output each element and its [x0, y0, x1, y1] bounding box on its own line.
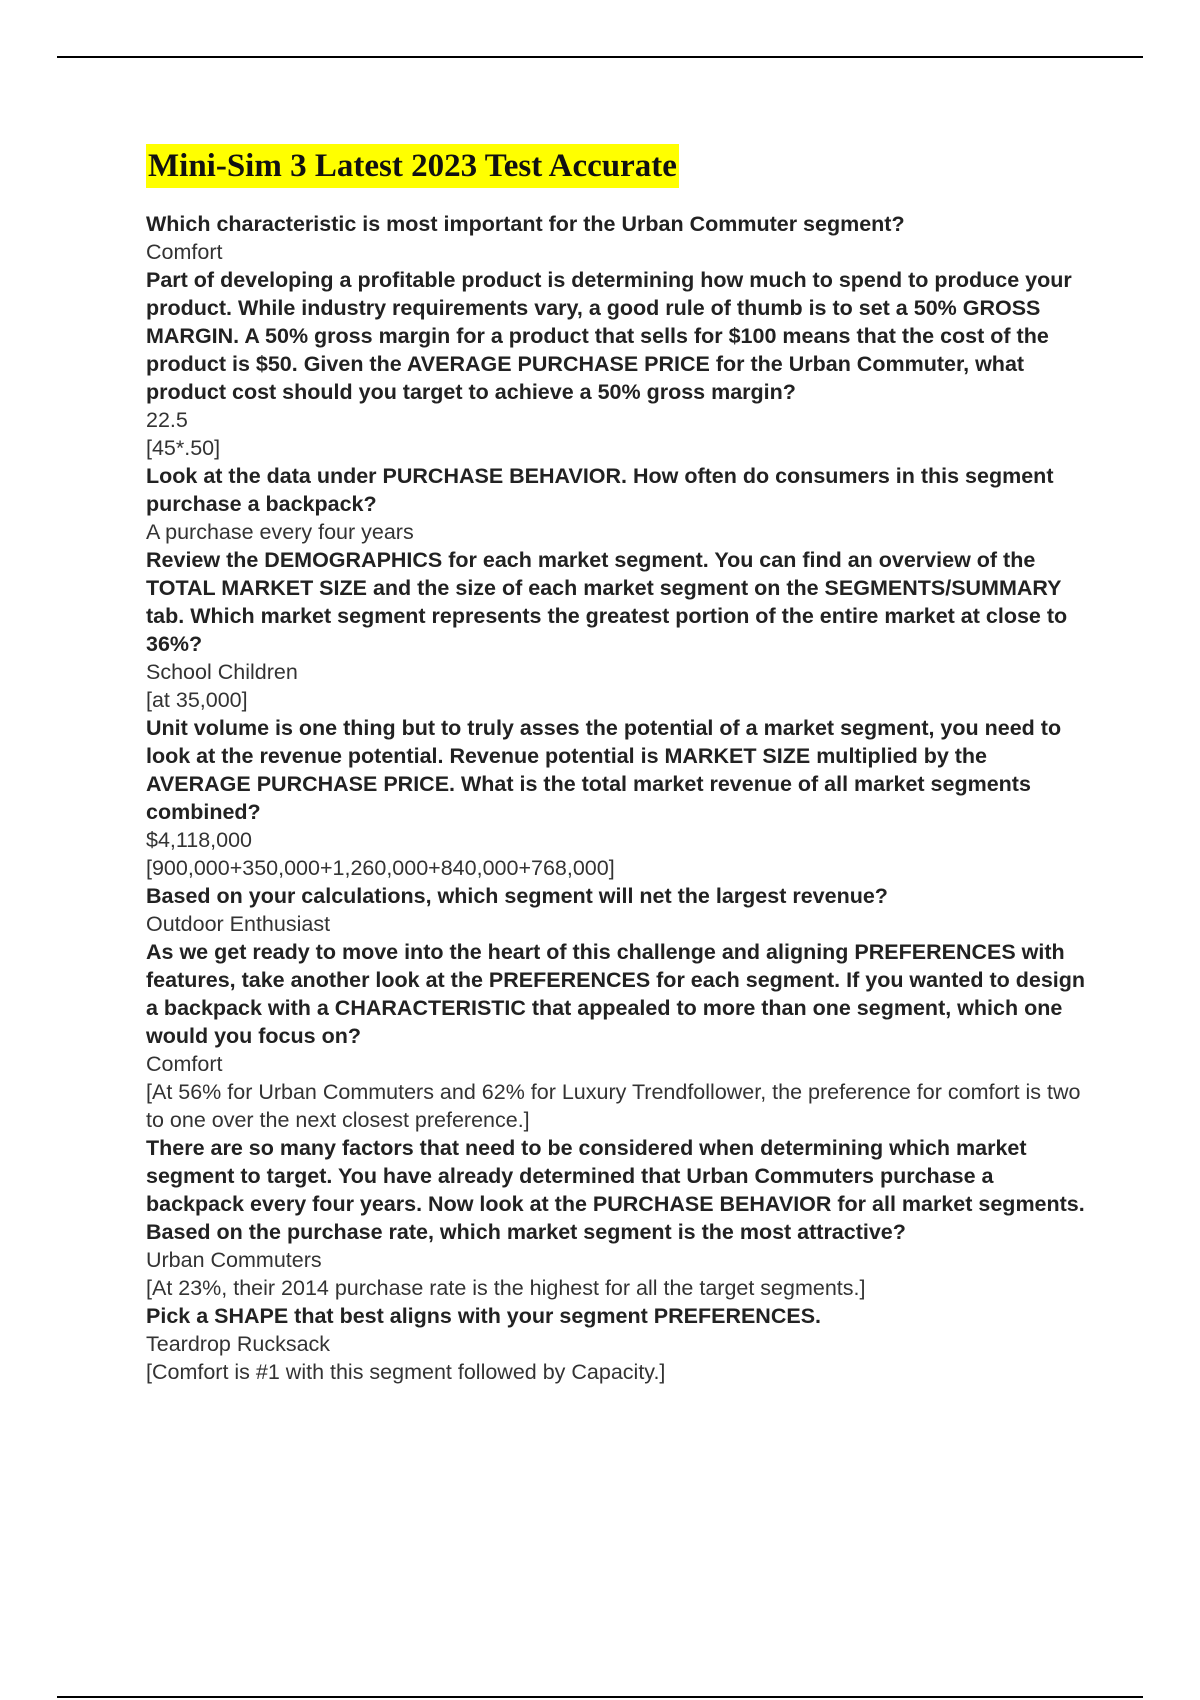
qa-item — [146, 546, 1096, 714]
answer-note: [Comfort is #1 with this segment followed by Capacity.] — [146, 1360, 666, 1384]
answer-text: A purchase every four years — [146, 520, 414, 544]
question-text: Which characteristic is most important for the Urban Commuter segment? — [146, 212, 905, 236]
answer-text: Comfort — [146, 1052, 223, 1076]
qa-item — [146, 938, 1096, 1134]
document-title: Mini-Sim 3 Latest 2023 Test Accurate — [146, 144, 679, 188]
question-text: Review the DEMOGRAPHICS for each market segment. You can find an overview of the TOTAL MARKET SIZE and the size of each market segment on the SEGMENTS/SUMMARY tab. Which market segment represents the greatest portion of the entire market at close to 36%? — [146, 548, 1068, 656]
answer-text: Urban Commuters — [146, 1248, 322, 1272]
qa-item — [146, 714, 1096, 882]
answer-text: 22.5 — [146, 408, 188, 432]
bottom-rule — [57, 1696, 1143, 1698]
answer-note: [900,000+350,000+1,260,000+840,000+768,000] — [146, 856, 615, 880]
qa-item — [146, 266, 1096, 462]
qa-item — [146, 882, 1096, 938]
answer-text: Comfort — [146, 240, 223, 264]
question-text: Look at the data under PURCHASE BEHAVIOR. How often do consumers in this segment purchase a backpack? — [146, 464, 1054, 516]
answer-text: Outdoor Enthusiast — [146, 912, 331, 936]
qa-list — [146, 210, 1096, 1386]
question-text: As we get ready to move into the heart of this challenge and aligning PREFERENCES with features, take another look at the PREFERENCES for each segment. If you wanted to design a backpack with a CHARACTERISTIC that appealed to more than one segment, which one would you focus on? — [146, 940, 1086, 1048]
answer-note: [At 23%, their 2014 purchase rate is the highest for all the target segments.] — [146, 1276, 866, 1300]
qa-item — [146, 1302, 1096, 1386]
answer-text: $4,118,000 — [146, 828, 253, 852]
qa-item — [146, 1134, 1096, 1302]
question-text: Pick a SHAPE that best aligns with your segment PREFERENCES. — [146, 1304, 822, 1328]
answer-text: Teardrop Rucksack — [146, 1332, 331, 1356]
question-text: Based on your calculations, which segment will net the largest revenue? — [146, 884, 888, 908]
answer-note: [45*.50] — [146, 436, 221, 460]
document-body — [146, 144, 1096, 1386]
answer-text: School Children — [146, 660, 298, 684]
question-text: Part of developing a profitable product is determining how much to spend to produce your product. While industry requirements vary, a good rule of thumb is to set a 50% GROSS MARGIN. A 50% gross margin for a product that sells for $100 means that the cost of the product is $50. Given the AVERAGE PURCHASE PRICE for the Urban Commuter, what product cost should you target to achieve a 50% gross margin? — [146, 268, 1072, 404]
qa-item — [146, 210, 1096, 266]
top-rule — [57, 56, 1143, 58]
question-text: There are so many factors that need to be considered when determining which market segment to target. You have already determined that Urban Commuters purchase a backpack every four years. Now look at the PURCHASE BEHAVIOR for all market segments. Based on the purchase rate, which market segment is the most attractive? — [146, 1136, 1085, 1244]
question-text: Unit volume is one thing but to truly asses the potential of a market segment, you need to look at the revenue potential. Revenue potential is MARKET SIZE multiplied by the AVERAGE PURCHASE PRICE. What is the total market revenue of all market segments combined? — [146, 716, 1062, 824]
qa-item — [146, 462, 1096, 546]
answer-note: [At 56% for Urban Commuters and 62% for Luxury Trendfollower, the preference for comfort is two to one over the next closest preference.] — [146, 1080, 1081, 1132]
answer-note: [at 35,000] — [146, 688, 248, 712]
